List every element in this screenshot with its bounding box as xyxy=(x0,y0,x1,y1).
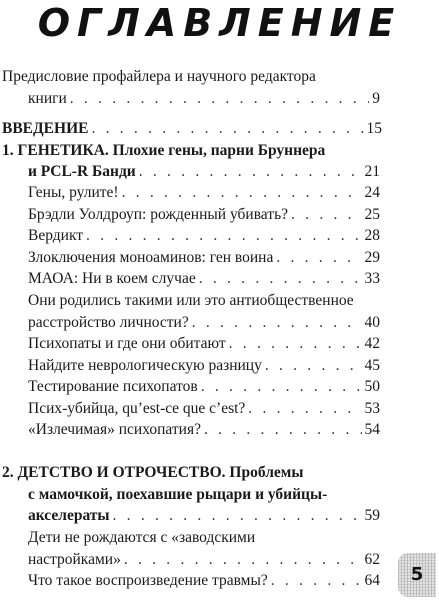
toc-entry-text: книги xyxy=(28,90,67,107)
toc-entry-preface xyxy=(2,66,432,88)
toc-page-number: 45 xyxy=(364,357,380,374)
leader-dots xyxy=(122,182,362,204)
toc-chapter-1-cont xyxy=(28,161,380,183)
toc-chapter-2 xyxy=(2,462,432,484)
toc-entry-text: МАОА: Ни в коем случае xyxy=(28,270,196,287)
toc-entry-text: Что такое воспроизведение травмы? xyxy=(28,572,268,589)
toc-entry-text: Они родились такими или это антиобщественное xyxy=(28,292,354,309)
toc-entry xyxy=(28,355,380,377)
toc-entry xyxy=(28,290,428,312)
toc-entry-text: настройками» xyxy=(28,551,121,568)
toc-page-number: 28 xyxy=(364,227,380,244)
leader-dots xyxy=(86,225,361,247)
toc-page-number: 54 xyxy=(364,421,380,438)
leader-dots xyxy=(70,88,369,110)
toc-entry xyxy=(28,333,380,355)
toc-page-number: 25 xyxy=(364,206,380,223)
toc-entry xyxy=(28,182,380,204)
toc-entry-text: и PCL-R Банди xyxy=(28,163,136,180)
toc-page-number: 9 xyxy=(372,90,380,107)
toc-entry-text: Найдите неврологическую разницу xyxy=(28,357,262,374)
toc-entry-text: Гены, рулите! xyxy=(28,184,119,201)
toc-page-number: 62 xyxy=(364,551,380,568)
toc-chapter-1 xyxy=(2,140,432,162)
leader-dots xyxy=(229,333,362,355)
toc-entry xyxy=(28,204,380,226)
toc-entry-text: ВВЕДЕНИЕ xyxy=(2,120,89,137)
page-title: ОГЛАВЛЕНИЕ xyxy=(37,1,402,45)
leader-dots xyxy=(265,355,362,377)
toc-entry-text: 1. ГЕНЕТИКА. Плохие гены, парни Бруннера xyxy=(2,142,326,159)
toc-page-number: 53 xyxy=(364,400,380,417)
toc-entry-text: Брэдли Уолдроуп: рожденный убивать? xyxy=(28,206,289,223)
leader-dots xyxy=(113,505,362,527)
leader-dots xyxy=(201,376,362,398)
toc-entry-text: с мамочкой, поехавшие рыцари и убийцы- xyxy=(28,486,328,503)
toc-entry-text: Псих-убийца, qu’est-ce que c’est? xyxy=(28,400,246,417)
toc-entry xyxy=(28,527,428,549)
toc-page-number: 64 xyxy=(364,572,380,589)
toc-entry-text: 2. ДЕТСТВО И ОТРОЧЕСТВО. Проблемы xyxy=(2,464,304,481)
toc-entry-introduction xyxy=(2,118,382,140)
toc-chapter-2-cont xyxy=(28,505,380,527)
toc-entry-text: акселераты xyxy=(28,507,110,524)
toc-page-number: 59 xyxy=(364,507,380,524)
toc-entry-text: «Излечимая» психопатия? xyxy=(28,421,201,438)
toc-entry-text: расстройство личности? xyxy=(28,314,189,331)
leader-dots xyxy=(192,312,362,334)
toc-entry xyxy=(28,376,380,398)
toc-entry-text: Психопаты и где они обитают xyxy=(28,335,226,352)
toc-page-number: 42 xyxy=(364,335,380,352)
leader-dots xyxy=(124,549,362,571)
toc-entry xyxy=(28,398,380,420)
toc-page-number: 21 xyxy=(364,163,380,180)
toc-entry xyxy=(28,225,380,247)
toc-page-number: 50 xyxy=(364,378,380,395)
toc-entry xyxy=(28,570,380,592)
toc-page-number: 15 xyxy=(366,120,382,137)
leader-dots xyxy=(291,204,361,226)
toc-page-number: 40 xyxy=(364,314,380,331)
toc-entry-text: Злоключения моноаминов: ген воина xyxy=(28,249,274,266)
toc-entry xyxy=(28,247,380,269)
toc-entry-preface-cont xyxy=(28,88,380,110)
toc-page-number: 33 xyxy=(364,270,380,287)
leader-dots xyxy=(199,268,362,290)
toc-entry-text: Вердикт xyxy=(28,227,84,244)
leader-dots xyxy=(248,398,361,420)
toc-entry xyxy=(28,419,380,441)
toc-entry-text: Тестирование психопатов xyxy=(28,378,198,395)
leader-dots xyxy=(91,118,363,140)
leader-dots xyxy=(276,247,361,269)
leader-dots xyxy=(204,419,362,441)
toc-entry-text: Дети не рождаются с «заводскими xyxy=(28,529,256,546)
toc-entry xyxy=(28,268,380,290)
leader-dots xyxy=(271,570,362,592)
page-number: 5 xyxy=(410,564,424,585)
toc-entry-cont xyxy=(28,312,380,334)
leader-dots xyxy=(139,161,362,183)
page-number-badge xyxy=(398,553,436,597)
toc-chapter-2-cont xyxy=(28,484,428,506)
toc-entry-cont xyxy=(28,549,380,571)
toc-page-number: 29 xyxy=(364,249,380,266)
toc-entry-text: Предисловие профайлера и научного редактора xyxy=(2,68,316,85)
toc-page-number: 24 xyxy=(364,184,380,201)
